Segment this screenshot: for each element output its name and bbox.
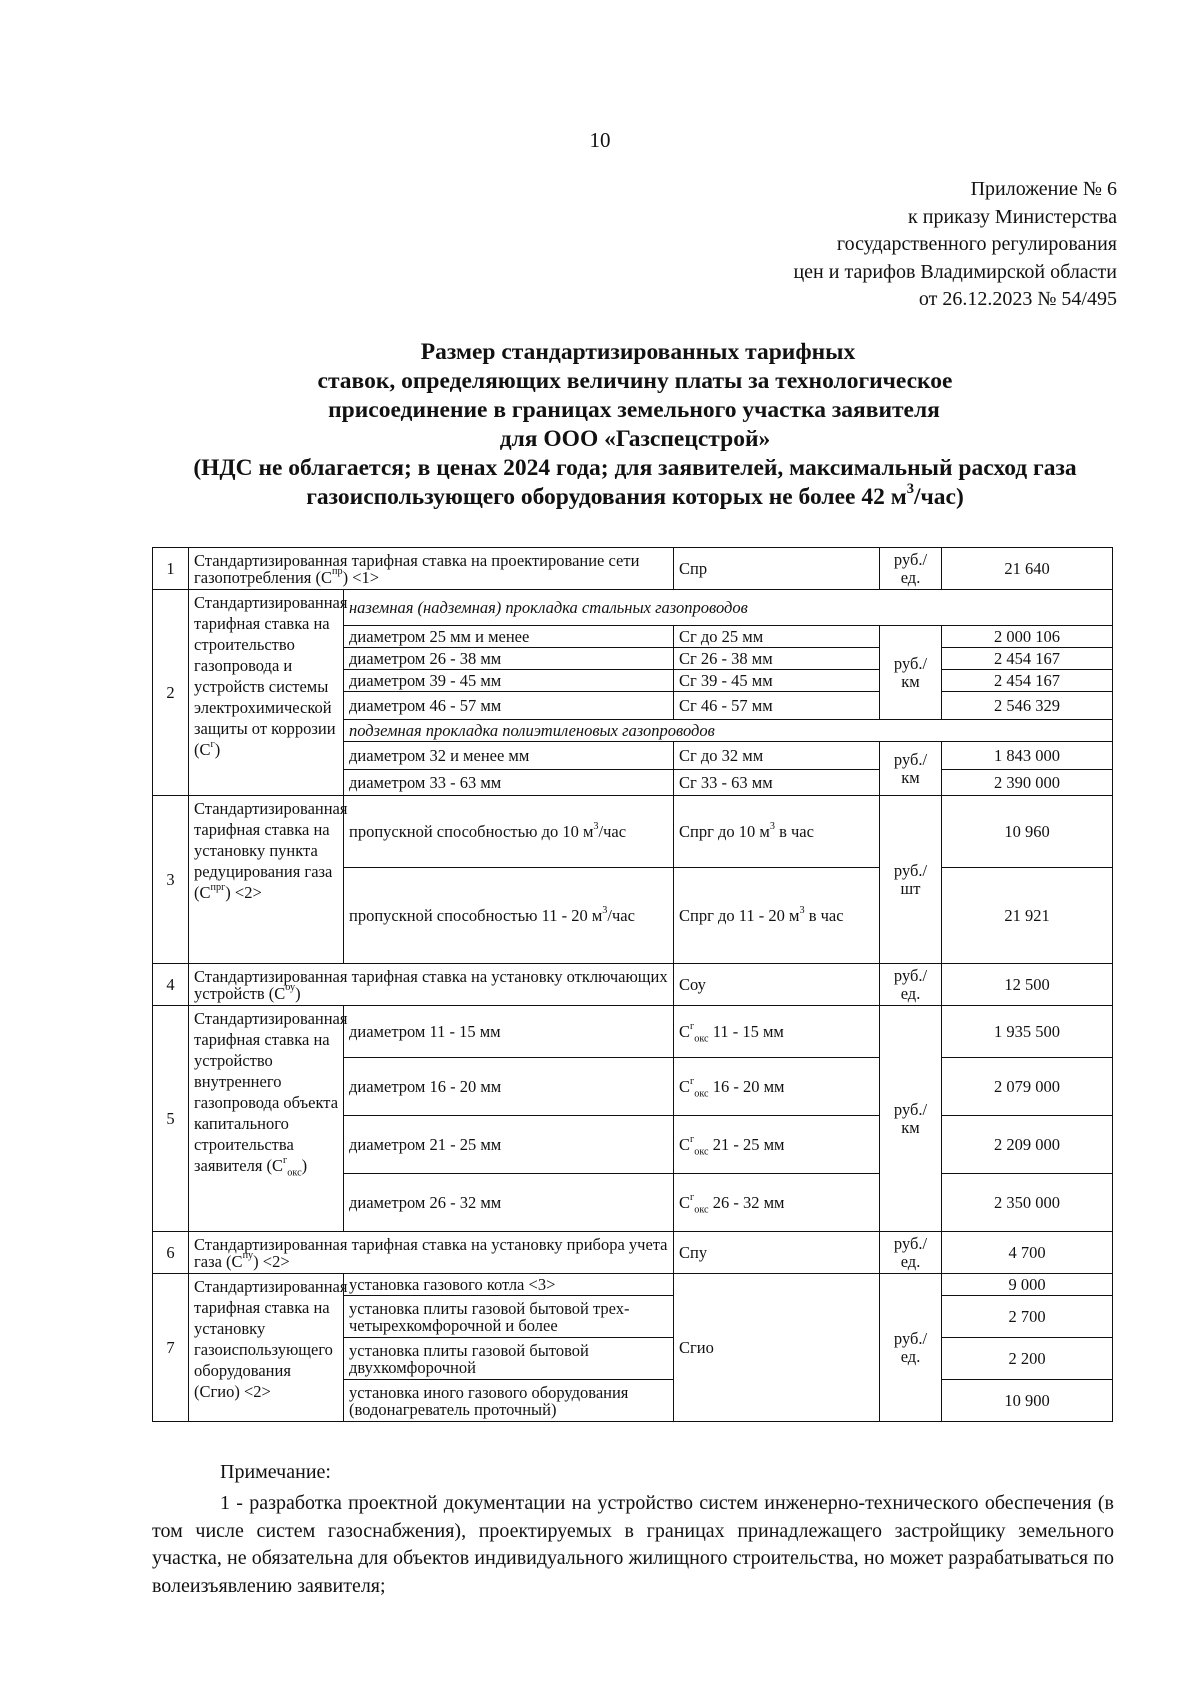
category-label: Стандартизированная тарифная ставка на устройство внутреннего газопровода объекта капитального строительства заявителя $(С^г_{окс})$: [189, 1006, 344, 1232]
value: 9 000: [942, 1274, 1113, 1296]
rate-code: Сгио: [674, 1274, 880, 1422]
rate-code: Спр: [674, 548, 880, 590]
category-label: Стандартизированная тарифная ставка на строительство газопровода и устройств системы электрохимической защиты от коррозии $(С^г)$: [189, 590, 344, 796]
value: 2 200: [942, 1338, 1113, 1380]
title-text: газоиспользующего оборудования которых не более 42 м: [306, 484, 907, 510]
description: диаметром 26 - 32 мм: [344, 1174, 674, 1232]
row-number: 2: [153, 590, 189, 796]
rate-code: Соу: [674, 964, 880, 1006]
value: 2 000 106: [942, 626, 1113, 648]
category-label: Стандартизированная тарифная ставка на установку газоиспользующего оборудования (Сгио) <2>: [189, 1274, 344, 1422]
value: 2 454 167: [942, 648, 1113, 670]
description: диаметром 21 - 25 мм: [344, 1116, 674, 1174]
value: 2 700: [942, 1296, 1113, 1338]
description: диаметром 46 - 57 мм: [344, 692, 674, 720]
unit: руб./ км: [880, 1006, 942, 1232]
unit: руб./ шт: [880, 796, 942, 964]
rate-code: Сг 39 - 45 мм: [674, 670, 880, 692]
unit: руб./ ед.: [880, 548, 942, 590]
row-number: 6: [153, 1232, 189, 1274]
rate-code: $С^г_{окс}$ 21 - 25 мм: [674, 1116, 880, 1174]
value: 12 500: [942, 964, 1113, 1006]
rate-code: Сг до 25 мм: [674, 626, 880, 648]
rate-label: Стандартизированная тарифная ставка на проектирование сети газопотребления $(С^{пр}) <1>$: [189, 548, 674, 590]
rate-code: $С^г_{окс}$ 11 - 15 мм: [674, 1006, 880, 1058]
row-number: 1: [153, 548, 189, 590]
title-text: /час): [914, 484, 964, 510]
value: 2 454 167: [942, 670, 1113, 692]
row-number: 3: [153, 796, 189, 964]
appendix-line: Приложение № 6: [970, 178, 1117, 200]
title-line: ставок, определяющих величину платы за технологическое: [317, 368, 953, 394]
section-heading: наземная (надземная) прокладка стальных газопроводов: [344, 590, 1113, 626]
superscript: 3: [906, 481, 915, 497]
rate-label: Стандартизированная тарифная ставка на установку прибора учета газа $(С^{пу}) <2>$: [189, 1232, 674, 1274]
table-row: [153, 796, 1113, 868]
description: установка плиты газовой бытовой двухкомфорочной: [344, 1338, 674, 1380]
description: диаметром 39 - 45 мм: [344, 670, 674, 692]
appendix-header: [793, 176, 1117, 314]
value: 2 209 000: [942, 1116, 1113, 1174]
description: диаметром 16 - 20 мм: [344, 1058, 674, 1116]
value: 21 921: [942, 868, 1113, 964]
row-number: 4: [153, 964, 189, 1006]
unit: руб./ ед.: [880, 964, 942, 1006]
description: установка иного газового оборудования (водонагреватель проточный): [344, 1380, 674, 1422]
title-line: для ООО «Газспецстрой»: [499, 426, 771, 452]
table-row: [153, 964, 1113, 1006]
description: установка плиты газовой бытовой трех-четырехкомфорочной и более: [344, 1296, 674, 1338]
rate-code: Сг 26 - 38 мм: [674, 648, 880, 670]
description: установка газового котла <3>: [344, 1274, 674, 1296]
unit: руб./ ед.: [880, 1274, 942, 1422]
rate-code: Спрг до 11 - 20 $м^3$ в час: [674, 868, 880, 964]
note-paragraph: 1 - разработка проектной документации на устройство систем инженерно-технического обеспечения (в том числе систем газоснабжения), проектируемых в границах принадлежащего застройщику земельного участка, не обязательна для объектов индивидуального жилищного строительства, но может разрабатываться по волеизъявлению заявителя;: [152, 1492, 1114, 1597]
appendix-line: от 26.12.2023 № 54/495: [918, 288, 1117, 310]
unit: руб./ ед.: [880, 1232, 942, 1274]
value: 21 640: [942, 548, 1113, 590]
rate-code: Спрг до 10 $м^3$ в час: [674, 796, 880, 868]
value: 1 843 000: [942, 742, 1113, 770]
document-title: [140, 338, 1130, 512]
appendix-line: государственного регулирования: [836, 233, 1117, 255]
value: 2 079 000: [942, 1058, 1113, 1116]
value: 4 700: [942, 1232, 1113, 1274]
title-line: присоединение в границах земельного участка заявителя: [328, 397, 940, 423]
title-line: Размер стандартизированных тарифных: [420, 339, 856, 365]
notes-heading: Примечание:: [220, 1461, 331, 1483]
appendix-line: цен и тарифов Владимирской области: [793, 260, 1117, 283]
rate-code: Сг 46 - 57 мм: [674, 692, 880, 720]
description: пропускной способностью 11 - 20 $м^3$/час: [344, 868, 674, 964]
value: 1 935 500: [942, 1006, 1113, 1058]
description: диаметром 32 и менее мм: [344, 742, 674, 770]
value: 2 350 000: [942, 1174, 1113, 1232]
rate-code: $С^г_{окс}$ 16 - 20 мм: [674, 1058, 880, 1116]
description: диаметром 25 мм и менее: [344, 626, 674, 648]
table-row: [153, 1006, 1113, 1058]
rate-label: Стандартизированная тарифная ставка на установку отключающих устройств $(С^{оу})$: [189, 964, 674, 1006]
rate-code: $С^г_{окс}$ 26 - 32 мм: [674, 1174, 880, 1232]
title-line: [140, 483, 1130, 512]
rate-code: Сг до 32 мм: [674, 742, 880, 770]
title-line: (НДС не облагается; в ценах 2024 года; для заявителей, максимальный расход газа: [193, 455, 1077, 481]
description: диаметром 26 - 38 мм: [344, 648, 674, 670]
table-row: [153, 1274, 1113, 1296]
unit: руб./ км: [880, 626, 942, 720]
row-number: 7: [153, 1274, 189, 1422]
tariff-table: [152, 547, 1113, 1422]
description: диаметром 11 - 15 мм: [344, 1006, 674, 1058]
rate-code: Спу: [674, 1232, 880, 1274]
description: диаметром 33 - 63 мм: [344, 770, 674, 796]
table-row: [153, 1232, 1113, 1274]
appendix-line: к приказу Министерства: [908, 205, 1117, 228]
section-heading: подземная прокладка полиэтиленовых газопроводов: [344, 720, 1113, 742]
category-label: Стандартизированная тарифная ставка на установку пункта редуцирования газа $(С^{прг}) <2>$: [189, 796, 344, 964]
value: 2 390 000: [942, 770, 1113, 796]
unit: руб./ км: [880, 742, 942, 796]
value: 10 900: [942, 1380, 1113, 1422]
table-row: [153, 548, 1113, 590]
table-row: [153, 590, 1113, 626]
description: пропускной способностью до 10 $м^3$/час: [344, 796, 674, 868]
row-number: 5: [153, 1006, 189, 1232]
rate-code: Сг 33 - 63 мм: [674, 770, 880, 796]
page-number: 10: [589, 128, 611, 152]
value: 10 960: [942, 796, 1113, 868]
value: 2 546 329: [942, 692, 1113, 720]
